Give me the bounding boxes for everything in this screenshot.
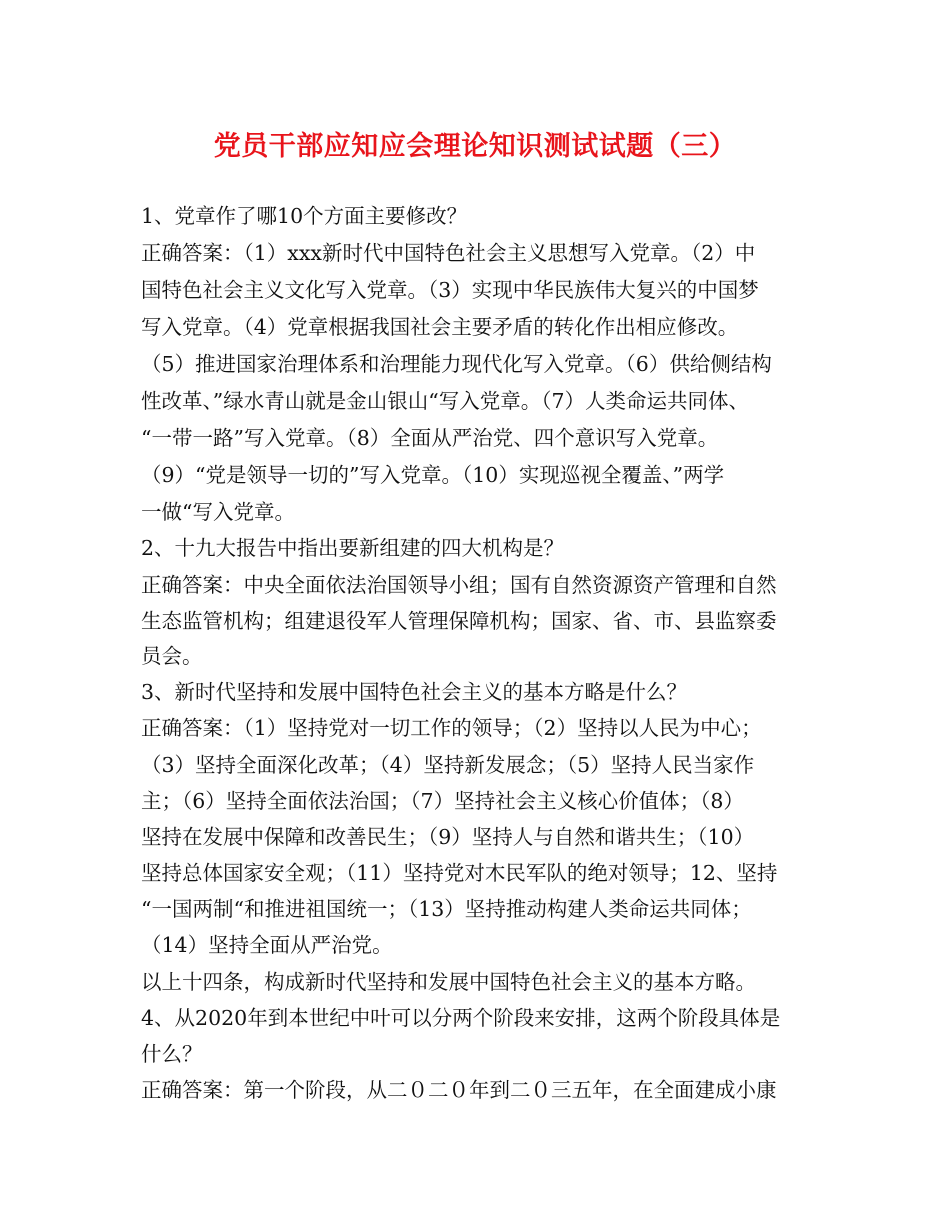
text-line: 一做“写入党章。: [141, 500, 295, 524]
text-line: 坚持总体国家安全观；（11）坚持党对木民军队的绝对领导；12、坚持: [141, 861, 778, 885]
text-line: 2、十九大报告中指出要新组建的四大机构是？: [141, 536, 565, 560]
text-line: （5）推进国家治理体系和治理能力现代化写入党章。（6）供给侧结构: [141, 352, 772, 376]
text-line: “一带一路”写入党章。（8）全面从严治党、四个意识写入党章。: [141, 426, 719, 450]
text-line: 正确答案：第一个阶段，从二０二０年到二０三五年，在全面建成小康: [141, 1078, 777, 1102]
text-line: 生态监管机构；组建退役军人管理保障机构；国家、省、市、县监察委: [141, 609, 777, 633]
text-line: “一国两制“和推进祖国统一；（13）坚持推动构建人类命运共同体；: [141, 897, 752, 921]
document-title: 党员干部应知应会理论知识测试试题（三）: [213, 131, 737, 162]
text-line: （14）坚持全面从严治党。: [141, 933, 393, 957]
text-line: 性改革、”绿水青山就是金山银山“写入党章。（7）人类命运共同体、: [141, 389, 750, 413]
text-line: （9）“党是领导一切的”写入党章。（10）实现巡视全覆盖、”两学: [141, 463, 725, 487]
text-line: 4、从2020年到本世纪中叶可以分两个阶段来安排，这两个阶段具体是: [141, 1006, 781, 1030]
text-line: 1、党章作了哪10个方面主要修改？: [141, 204, 468, 228]
text-line: 正确答案：中央全面依法治国领导小组；国有自然资源资产管理和自然: [141, 573, 777, 597]
text-line: （3）坚持全面深化改革；（4）坚持新发展念；（5）坚持人民当家作: [141, 753, 755, 777]
text-line: 写入党章。（4）党章根据我国社会主要矛盾的转化作出相应修改。: [141, 315, 739, 339]
text-line: 正确答案：（1）xxx新时代中国特色社会主义思想写入党章。（2）中: [141, 241, 756, 265]
text-line: 正确答案：（1）坚持党对一切工作的领导；（2）坚持以人民为中心；: [141, 716, 762, 740]
text-line: 以上十四条，构成新时代坚持和发展中国特色社会主义的基本方略。: [141, 970, 756, 994]
text-line: 员会。: [141, 644, 203, 668]
text-line: 3、新时代坚持和发展中国特色社会主义的基本方略是什么？: [141, 680, 688, 704]
text-line: 坚持在发展中保障和改善民生；（9）坚持人与自然和谐共生；（10）: [141, 825, 755, 849]
text-line: 主；（6）坚持全面依法治国；（7）坚持社会主义核心价值体；（8）: [141, 789, 744, 813]
text-line: 什么？: [141, 1042, 203, 1066]
text-line: 国特色社会主义文化写入党章。（3）实现中华民族伟大复兴的中国梦: [141, 278, 759, 302]
